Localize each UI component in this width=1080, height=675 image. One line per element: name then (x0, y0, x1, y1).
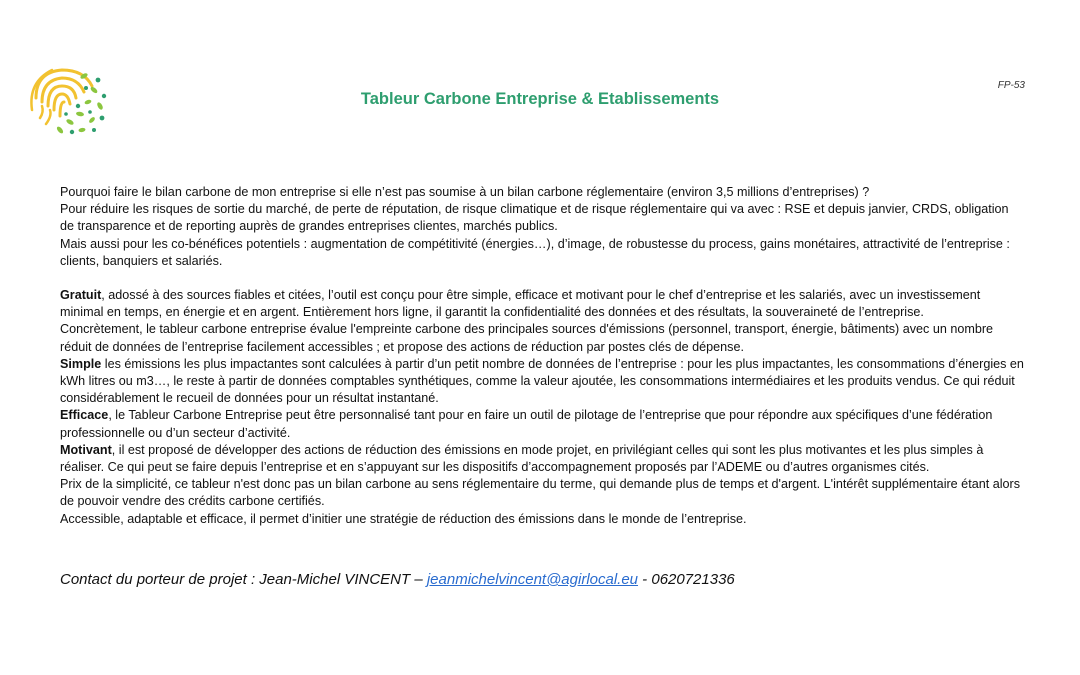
label-efficace: Efficace (60, 408, 109, 423)
text-motivant: , il est proposé de développer des actions de réduction des émissions en mode projet, en privilégiant celles qui sont les plus motivantes et les plus simples à réaliser. Ce qui peut se faire depuis l’entreprise et en s’appuyant sur les dispositifs d’accompagnement proposés par l’ADEME ou d’autres organismes cités. (60, 442, 984, 475)
paragraph-prix: Prix de la simplicité, ce tableur n'est donc pas un bilan carbone au sens réglementaire du terme, qui demande plus de temps et d'argent. L'intérêt supplémentaire étant alors de pouvoir vendre des crédits carbone certifiés. (60, 477, 1020, 509)
page-title: Tableur Carbone Entreprise & Etablissements (360, 90, 720, 108)
contact-prefix: Contact du porteur de projet : Jean-Michel VINCENT – (60, 571, 427, 588)
contact-phone: - 0620721336 (638, 571, 735, 588)
intro-risks: Pour réduire les risques de sortie du marché, de perte de réputation, de risque climatique et de risque réglementaire qui va avec : RSE et depuis janvier, CRDS, obligation de transparence et de reporting auprès de grandes entreprises clientes, marchés publics. (60, 202, 1009, 234)
paragraph-accessible: Accessible, adaptable et efficace, il permet d’initier une stratégie de réduction des émissions dans le monde de l’entreprise. (60, 511, 747, 526)
document-body (60, 184, 1025, 528)
contact-line (60, 571, 1025, 588)
paragraph-concretement: Concrètement, le tableur carbone entreprise évalue l'empreinte carbone des principales sources d'émissions (personnel, transport, énergie, bâtiments) avec un nombre réduit de données de l’entreprise facilement accessibles ; et propose des actions de réduction par postes clés de dépense. (60, 322, 994, 354)
text-gratuit: , adossé à des sources fiables et citées, l’outil est conçu pour être simple, efficace et motivant pour le chef d’entreprise et les salariés, avec un investissement minimal en temps, en énergie et en argent. Entièrement hors ligne, il garantit la confidentialité des données et des résultats, la souveraineté de l’entreprise. (60, 288, 981, 320)
text-simple: les émissions les plus impactantes sont calculées à partir d’un petit nombre de données de l’entreprise : pour les plus impactantes, les consommations d’énergies en kWh litres ou m3…, le reste à partir de données comptables synthétiques, comme la valeur ajoutée, les consommations intermédiaires et les produits vendus. Ce qui réduit considérablement le recueil de données pour un résultat instantané. (60, 356, 1024, 406)
paragraph-efficace (60, 407, 1025, 441)
intro-cobenefits: Mais aussi pour les co-bénéfices potentiels : augmentation de compétitivité (énergies…), d’image, de robustesse du process, gains monétaires, attractivité de l’entreprise : clients, banquiers et salariés. (60, 236, 1010, 268)
paragraph-simple (60, 356, 1025, 408)
document-reference: FP-53 (997, 80, 1025, 91)
paragraph-motivant (60, 442, 1025, 476)
label-gratuit: Gratuit (60, 288, 102, 303)
contact-email-link[interactable]: jeanmichelvincent@agirlocal.eu (426, 571, 639, 588)
paragraph-gratuit (60, 287, 1025, 321)
text-efficace: , le Tableur Carbone Entreprise peut être personnalisé tant pour en faire un outil de pilotage de l’entreprise que pour répondre aux spécifiques d’une fédération professionnelle ou d’un secteur d’activité. (60, 408, 993, 440)
label-simple: Simple (60, 356, 102, 371)
label-motivant: Motivant (60, 442, 112, 457)
paragraph-gap (60, 270, 1025, 287)
intro-question: Pourquoi faire le bilan carbone de mon entreprise si elle n’est pas soumise à un bilan carbone réglementaire (environ 3,5 millions d’entreprises) ? (60, 185, 870, 199)
